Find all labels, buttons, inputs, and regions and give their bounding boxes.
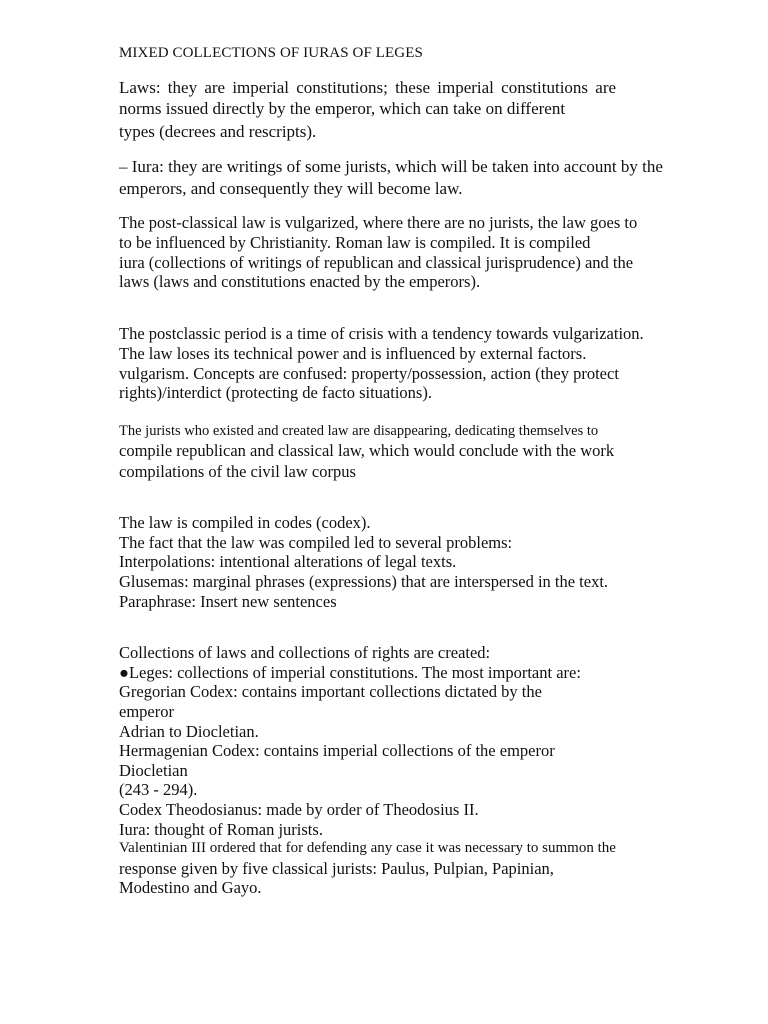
paragraph-line: Paraphrase: Insert new sentences xyxy=(119,592,337,611)
paragraph-line: emperors, and consequently they will become law. xyxy=(119,179,463,198)
paragraph-line: The postclassic period is a time of crisis with a tendency towards vulgarization. xyxy=(119,324,644,343)
paragraph-line: Laws: they are imperial constitutions; these imperial constitutions are xyxy=(119,78,617,97)
paragraph-line: The post-classical law is vulgarized, where there are no jurists, the law goes to xyxy=(119,213,638,232)
paragraph-line: The law loses its technical power and is influenced by external factors. xyxy=(119,344,587,363)
paragraph-line: Modestino and Gayo. xyxy=(119,878,262,897)
paragraph-line: response given by five classical jurists: Paulus, Pulpian, Papinian, xyxy=(119,859,554,878)
paragraph-line: norms issued directly by the emperor, which can take on different xyxy=(119,99,566,118)
paragraph-line: Collections of laws and collections of rights are created: xyxy=(119,643,491,662)
paragraph-line: Interpolations: intentional alterations of legal texts. xyxy=(119,552,457,571)
paragraph-line: iura (collections of writings of republican and classical jurisprudence) and the xyxy=(119,253,634,272)
paragraph-line: types (decrees and rescripts). xyxy=(119,122,317,141)
paragraph-line: ●Leges: collections of imperial constitutions. The most important are: xyxy=(119,663,581,682)
paragraph-line: laws (laws and constitutions enacted by the emperors). xyxy=(119,272,481,291)
paragraph-line: The jurists who existed and created law are disappearing, dedicating themselves to xyxy=(119,423,599,439)
paragraph-line: compile republican and classical law, which would conclude with the work xyxy=(119,441,615,460)
paragraph-line: – Iura: they are writings of some jurists, which will be taken into account by the xyxy=(119,157,663,176)
paragraph-line: rights)/interdict (protecting de facto situations). xyxy=(119,383,432,402)
paragraph-line: Diocletian xyxy=(119,761,188,780)
paragraph-line: vulgarism. Concepts are confused: property/possession, action (they protect xyxy=(119,364,619,383)
paragraph-line: Adrian to Diocletian. xyxy=(119,722,259,741)
paragraph-line: Gregorian Codex: contains important collections dictated by the xyxy=(119,682,542,701)
paragraph-line: to be influenced by Christianity. Roman law is compiled. It is compiled xyxy=(119,233,591,252)
paragraph-line: The law is compiled in codes (codex). xyxy=(119,513,371,532)
paragraph-line: Iura: thought of Roman jurists. xyxy=(119,820,323,839)
paragraph-line: (243 - 294). xyxy=(119,780,198,799)
paragraph-line: Hermagenian Codex: contains imperial collections of the emperor xyxy=(119,741,555,760)
paragraph-line: Glusemas: marginal phrases (expressions) that are interspersed in the text. xyxy=(119,572,609,591)
document-heading: MIXED COLLECTIONS OF IURAS OF LEGES xyxy=(119,45,423,61)
paragraph-line: compilations of the civil law corpus xyxy=(119,462,356,481)
paragraph-line: Codex Theodosianus: made by order of Theodosius II. xyxy=(119,800,479,819)
paragraph-line: emperor xyxy=(119,702,174,721)
paragraph-line: Valentinian III ordered that for defending any case it was necessary to summon the xyxy=(119,840,616,856)
paragraph-line: The fact that the law was compiled led to several problems: xyxy=(119,533,513,552)
